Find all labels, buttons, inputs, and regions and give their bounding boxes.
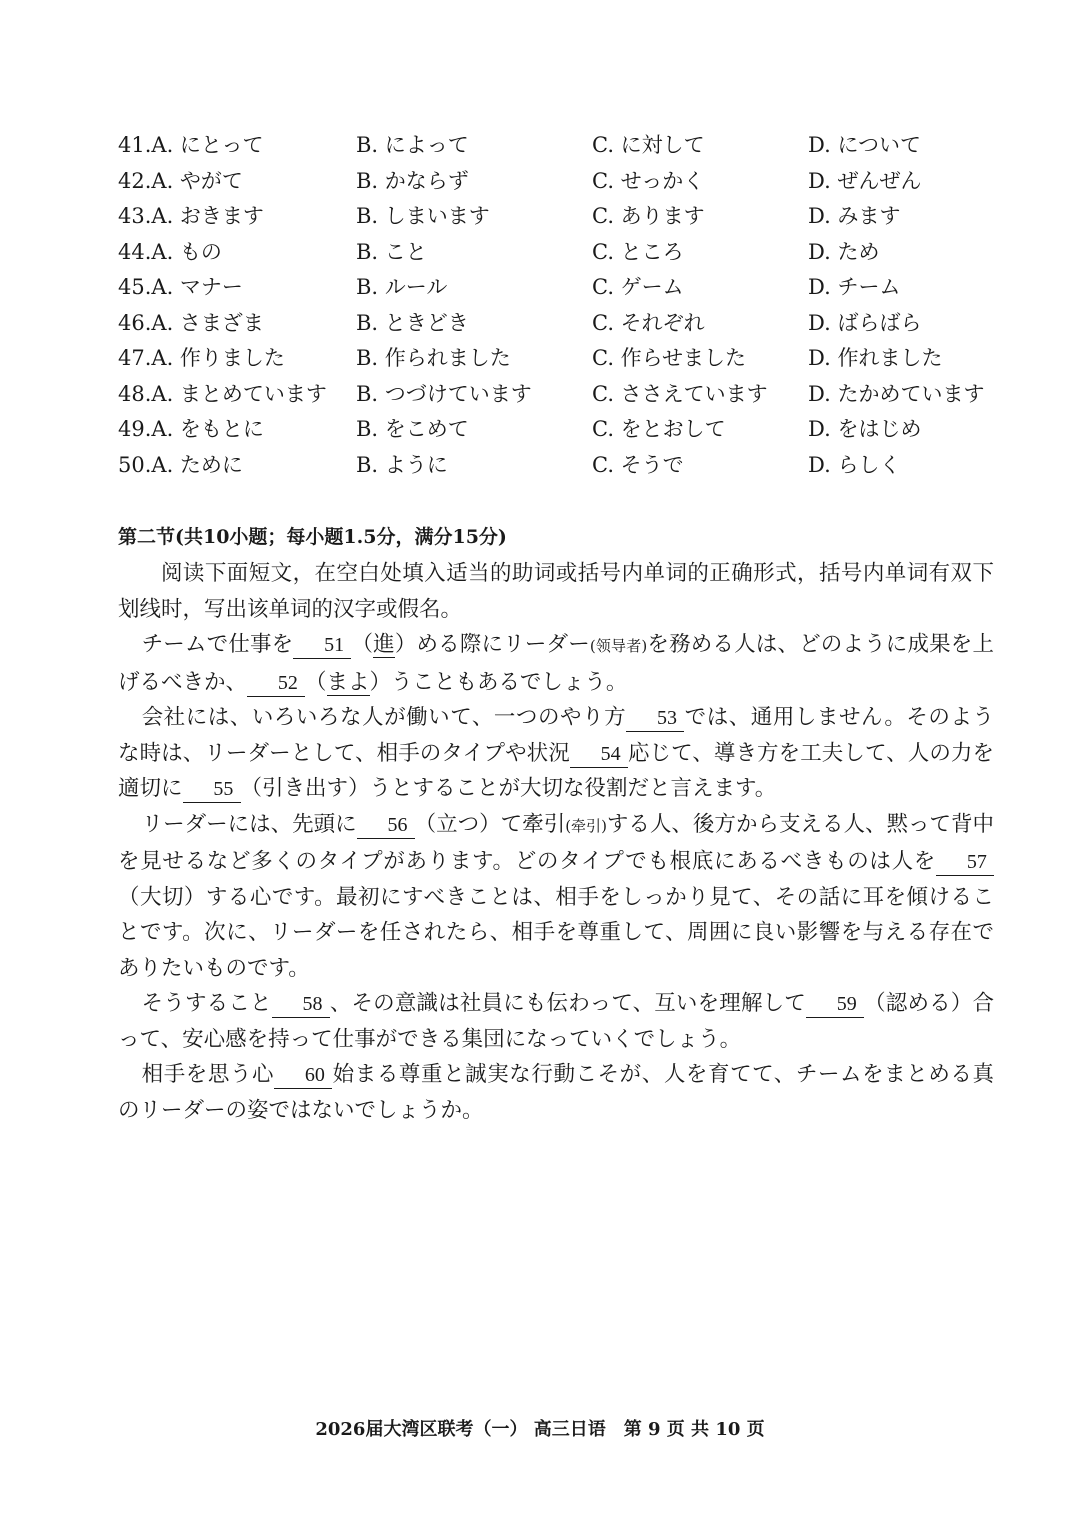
- text: （: [305, 669, 327, 695]
- page-footer: 2026届大湾区联考（一） 高三日语 第 9 页 共 10 页: [315, 1419, 765, 1440]
- blank-59[interactable]: 59: [806, 991, 864, 1018]
- blank-54[interactable]: 54: [570, 741, 628, 768]
- option-a-label: A. ために: [151, 452, 243, 477]
- text: する人、後方から支える人、黙って背中を見せるなど多くのタイプがあります。どのタイプでも根底にあるべきものは人を: [118, 811, 994, 874]
- option-c[interactable]: C. 作らせました: [592, 346, 747, 370]
- option-a[interactable]: [118, 128, 264, 164]
- blank-51[interactable]: 51: [293, 632, 351, 659]
- text: 相手を思う心: [141, 1062, 275, 1087]
- text: ）うこともあるでしょう。: [369, 669, 628, 695]
- question-number: 47.: [118, 346, 152, 370]
- option-a-label: A. やがて: [151, 168, 243, 193]
- question-number: 46.: [118, 310, 152, 335]
- question-row: [118, 412, 1018, 448]
- question-number: 42.: [118, 168, 152, 193]
- underlined-word: まよ: [326, 669, 370, 695]
- blank-55[interactable]: 55: [183, 776, 241, 803]
- question-row: [118, 270, 1018, 306]
- text: 応じて、導き方を工夫して、人の力を適切に: [118, 740, 994, 801]
- option-a[interactable]: [118, 377, 327, 413]
- multiple-choice-list: [118, 128, 1018, 483]
- text: チームで仕事を: [141, 632, 294, 657]
- option-c[interactable]: C. ところ: [592, 239, 684, 264]
- option-b[interactable]: B. こと: [356, 239, 427, 264]
- option-a[interactable]: [118, 235, 222, 271]
- option-c[interactable]: C. ゲーム: [592, 275, 684, 299]
- option-a-label: A. さまざま: [151, 310, 264, 335]
- question-row: [118, 235, 1018, 271]
- text: では、通用しません。そのような時は、リーダーとして、相手のタイプや状況: [118, 705, 994, 766]
- section-2-heading: 第二节(共10小题；每小题1.5分，满分15分): [118, 526, 507, 548]
- question-number: 48.: [118, 381, 152, 406]
- blank-58[interactable]: 58: [272, 991, 330, 1018]
- paragraph-3: [118, 807, 994, 987]
- text: （認める）合って、安心感を持って仕事ができる集団になっていくでしょう。: [118, 991, 994, 1052]
- cloze-passage: [118, 556, 994, 1128]
- blank-60[interactable]: 60: [274, 1062, 332, 1089]
- question-number: 41.: [118, 133, 152, 157]
- paragraph-5: [118, 1057, 994, 1128]
- option-d[interactable]: D. をはじめ: [808, 417, 922, 441]
- option-d[interactable]: D. ばらばら: [808, 310, 922, 335]
- option-a[interactable]: [118, 270, 243, 306]
- option-c[interactable]: C. それぞれ: [592, 310, 705, 335]
- instruction-text: 阅读下面短文，在空白处填入适当的助词或括号内单词的正确形式，括号内单词有双下划线时，写出该单词的汉字或假名。: [118, 561, 994, 622]
- option-b[interactable]: B. かならず: [356, 168, 469, 193]
- text: （立つ）て牽引: [414, 811, 566, 837]
- option-b[interactable]: B. ときどき: [356, 310, 469, 335]
- blank-53[interactable]: 53: [626, 705, 684, 732]
- text: 始まる尊重と誠実な行動こそが、人を育てて、チームをまとめる真のリーダーの姿ではないでしょうか。: [118, 1062, 994, 1123]
- underlined-word: 進: [373, 632, 395, 657]
- option-d[interactable]: D. らしく: [808, 452, 901, 477]
- option-d[interactable]: D. について: [808, 133, 922, 157]
- option-a[interactable]: [118, 412, 264, 448]
- blank-52[interactable]: 52: [247, 670, 305, 697]
- option-d[interactable]: D. 作れました: [808, 346, 943, 370]
- option-a[interactable]: [118, 341, 285, 377]
- option-a-label: A. おきます: [151, 204, 264, 228]
- question-row: [118, 377, 1018, 413]
- option-c[interactable]: C. に対して: [592, 133, 705, 157]
- option-a-label: A. 作りました: [151, 346, 285, 370]
- blank-56[interactable]: 56: [357, 812, 415, 839]
- question-row: [118, 448, 1018, 484]
- text: （引き出す）うとすることが大切な役割だと言えます。: [240, 776, 777, 801]
- option-a[interactable]: [118, 448, 243, 484]
- text: 会社には、いろいろな人が働いて、一つのやり方: [141, 705, 627, 730]
- option-d[interactable]: D. みます: [808, 204, 901, 228]
- option-b[interactable]: B. つづけています: [356, 381, 532, 406]
- option-b[interactable]: B. 作られました: [356, 346, 511, 370]
- paragraph-2: [118, 700, 994, 807]
- question-number: 45.: [118, 275, 152, 299]
- paragraph-4: [118, 986, 994, 1057]
- option-a-label: A. にとって: [151, 133, 264, 157]
- option-b[interactable]: B. ように: [356, 452, 448, 477]
- annotation: (领导者): [589, 637, 648, 655]
- option-a[interactable]: [118, 164, 243, 200]
- question-row: [118, 199, 1018, 235]
- question-number: 49.: [118, 417, 152, 441]
- question-row: [118, 128, 1018, 164]
- option-c[interactable]: C. ささえています: [592, 381, 768, 406]
- option-d[interactable]: D. ぜんぜん: [808, 168, 922, 193]
- option-a-label: A. マナー: [151, 275, 243, 299]
- option-c[interactable]: C. そうで: [592, 452, 684, 477]
- text: 、その意識は社員にも伝わって、互いを理解して: [329, 991, 806, 1016]
- option-d[interactable]: D. チーム: [808, 275, 901, 299]
- question-number: 44.: [118, 239, 152, 264]
- annotation: (牵引): [565, 816, 607, 835]
- text: （: [351, 632, 374, 657]
- option-a[interactable]: [118, 199, 264, 235]
- text: を務める人は、どのように成果を上げるべきか、: [118, 632, 994, 695]
- text: リーダーには、先頭に: [141, 811, 357, 837]
- question-row: [118, 306, 1018, 342]
- text: そうすること: [141, 991, 272, 1016]
- blank-57[interactable]: 57: [936, 849, 994, 876]
- option-a-label: A. もの: [151, 239, 222, 264]
- paragraph-1: [118, 627, 994, 700]
- question-row: [118, 341, 1018, 377]
- question-row: [118, 164, 1018, 200]
- option-d[interactable]: D. ため: [808, 239, 880, 264]
- option-b[interactable]: B. によって: [356, 133, 469, 157]
- option-c[interactable]: C. をとおして: [592, 417, 726, 441]
- option-a-label: A. まとめています: [151, 381, 327, 406]
- option-b[interactable]: B. をこめて: [356, 417, 469, 441]
- text: ）める際にリーダー: [394, 632, 590, 657]
- option-c[interactable]: C. せっかく: [592, 168, 705, 193]
- option-b[interactable]: B. しまいます: [356, 204, 490, 228]
- option-d[interactable]: D. たかめています: [808, 381, 985, 406]
- question-number: 43.: [118, 204, 152, 228]
- option-b[interactable]: B. ルール: [356, 275, 448, 299]
- option-a-label: A. をもとに: [151, 417, 264, 441]
- question-number: 50.: [118, 452, 152, 477]
- option-a[interactable]: [118, 306, 264, 342]
- text: （大切）する心です。最初にすべきことは、相手をしっかり見て、その話に耳を傾けることです。次に、リーダーを任されたら、相手を尊重して、周囲に良い影響を与える存在でありたいものです。: [118, 884, 994, 981]
- option-c[interactable]: C. あります: [592, 204, 705, 228]
